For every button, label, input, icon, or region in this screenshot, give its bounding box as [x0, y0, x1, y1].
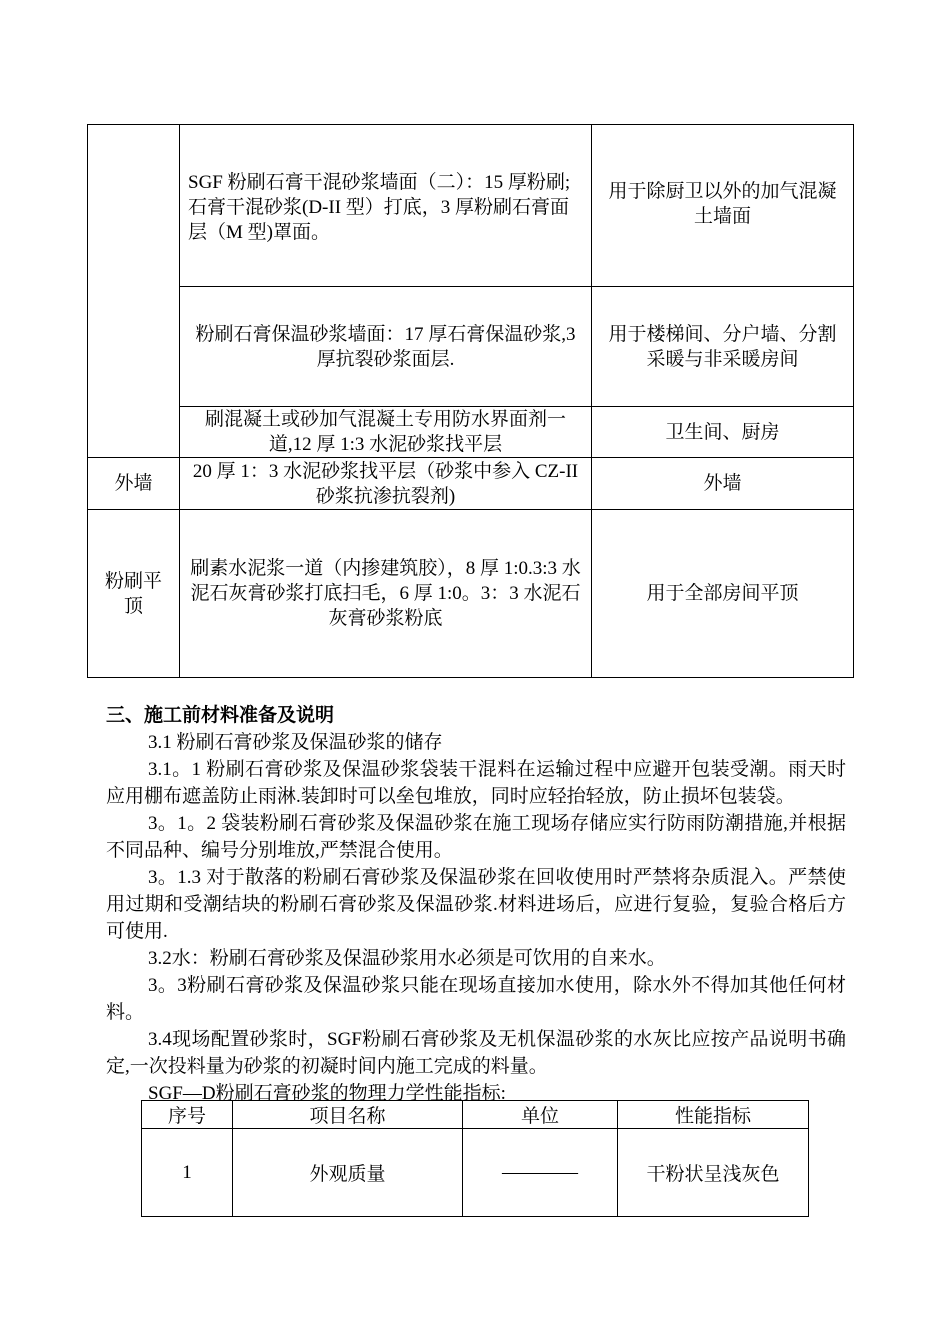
paragraph: 3。3粉刷石膏砂浆及保温砂浆只能在现场直接加水使用，除水外不得加其他任何材料。	[106, 975, 846, 1023]
paragraph: 3。1。2 袋装粉刷石膏砂浆及保温砂浆在施工现场存储应实行防雨防潮措施,并根据不同品种、编号分别堆放,严禁混合使用。	[106, 813, 846, 861]
paragraph: 3.1。1 粉刷石膏砂浆及保温砂浆袋装干混料在运输过程中应避开包装受潮。雨天时应用棚布遮盖防止雨淋.装卸时可以垒包堆放，同时应轻抬轻放，防止损坏包装袋。	[106, 759, 846, 807]
spec-description-cell: 刷素水泥浆一道（内掺建筑胶），8 厚 1:0.3:3 水泥石灰膏砂浆打底扫毛，6 厚 1:0。3：3 水泥石灰膏砂浆粉底	[180, 510, 592, 678]
table-row	[88, 287, 854, 407]
spec-category-cell: 外墙	[88, 458, 180, 510]
spec-category-cell: 粉刷平顶	[88, 510, 180, 678]
paragraph: 3。1.3 对于散落的粉刷石膏砂浆及保温砂浆在回收使用时严禁将杂质混入。严禁使用过期和受潮结块的粉刷石膏砂浆及保温砂浆.材料进场后，应进行复验，复验合格后方可使用.	[106, 867, 846, 942]
spec-description-cell: SGF 粉刷石膏干混砂浆墙面（二）：15 厚粉刷;石膏干混砂浆(D-II 型）打底，3 厚粉刷石膏面层（M 型)罩面。	[180, 125, 592, 287]
table-cell: 1	[142, 1129, 233, 1217]
table-row	[88, 407, 854, 458]
section-heading: 三、施工前材料准备及说明	[106, 705, 335, 726]
header-cell: 序号	[142, 1101, 233, 1129]
header-cell: 项目名称	[233, 1101, 463, 1129]
table-row	[142, 1129, 809, 1217]
finish-spec-table	[87, 124, 854, 678]
table-cell: 外观质量	[233, 1129, 463, 1217]
section-body	[106, 729, 846, 1107]
table-caption: SGF—D粉刷石膏砂浆的物理力学性能指标:	[148, 1083, 506, 1104]
paragraph: 3.1 粉刷石膏砂浆及保温砂浆的储存	[148, 732, 443, 753]
table-row	[88, 510, 854, 678]
spec-usage-cell: 外墙	[592, 458, 854, 510]
spec-usage-cell: 用于除厨卫以外的加气混凝土墙面	[592, 125, 854, 287]
header-cell: 单位	[463, 1101, 618, 1129]
paragraph: 3.2水：粉刷石膏砂浆及保温砂浆用水必须是可饮用的自来水。	[148, 948, 666, 969]
spec-usage-cell: 用于楼梯间、分户墙、分割采暖与非采暖房间	[592, 287, 854, 407]
table-row	[88, 125, 854, 287]
spec-usage-cell: 卫生间、厨房	[592, 407, 854, 458]
property-table	[141, 1100, 809, 1217]
paragraph: 3.4现场配置砂浆时，SGF粉刷石膏砂浆及无机保温砂浆的水灰比应按产品说明书确定,一次投料量为砂浆的初凝时间内施工完成的料量。	[106, 1029, 846, 1077]
header-cell: 性能指标	[618, 1101, 809, 1129]
spec-category-cell	[88, 125, 180, 458]
spec-description-cell: 20 厚 1：3 水泥砂浆找平层（砂浆中参入 CZ-II 砂浆抗渗抗裂剂)	[180, 458, 592, 510]
spec-description-cell: 粉刷石膏保温砂浆墙面：17 厚石膏保温砂浆,3 厚抗裂砂浆面层.	[180, 287, 592, 407]
spec-usage-cell: 用于全部房间平顶	[592, 510, 854, 678]
table-row	[88, 458, 854, 510]
table-cell: ————	[463, 1129, 618, 1217]
table-cell: 干粉状呈浅灰色	[618, 1129, 809, 1217]
spec-description-cell: 刷混凝土或砂加气混凝土专用防水界面剂一道,12 厚 1:3 水泥砂浆找平层	[180, 407, 592, 458]
table-header-row	[142, 1101, 809, 1129]
